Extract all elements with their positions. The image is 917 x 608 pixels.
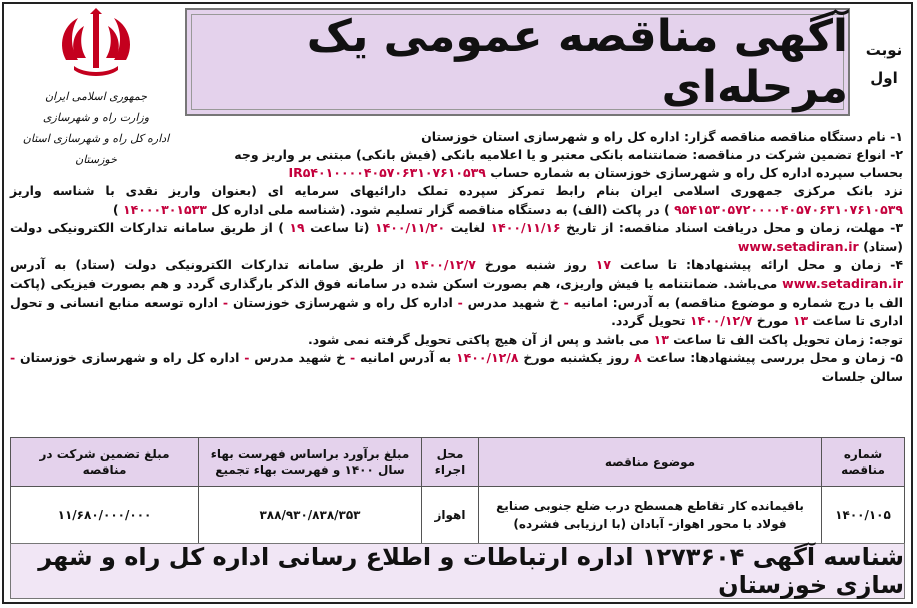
- dash-4: -: [350, 350, 356, 366]
- col-number: شماره مناقصه: [822, 438, 905, 487]
- dash-2: -: [457, 294, 463, 310]
- item-2c: [10, 182, 903, 219]
- item-2a: ۲- انواع تضمین شرکت در مناقصه: ضمانتنامه بانکی معتبر و یا اعلامیه بانکی (فیش بانکی) مبتنی بر واریز وجه: [234, 147, 903, 163]
- item-5: [10, 349, 903, 386]
- dash-1: -: [563, 294, 569, 310]
- org-line-2: وزارت راه و شهرسازی: [42, 111, 150, 124]
- dash-6: -: [10, 350, 16, 366]
- date-1: ۱۴۰۰/۱۱/۱۶: [490, 220, 561, 236]
- cell-estimate: ۳۸۸/۹۳۰/۸۳۸/۳۵۳: [199, 487, 422, 544]
- item-4d: می‌باشد. ضمانتنامه یا فیش واریزی، هم بصورت اسکن شده در سامانه فوق الذکر بارگذاری گردد و هم بصورت فیزیکی (پاکت الف با درج شماره و موضوع مناقصه) به آدرس: امانیه: [10, 275, 903, 310]
- tender-table: [10, 437, 905, 544]
- note-a: توجه: زمان تحویل پاکت الف تا ساعت: [668, 331, 903, 347]
- item-5c: به آدرس امانیه: [355, 350, 456, 366]
- item-2b-text: بحساب سپرده اداره کل راه و شهرسازی خوزستان به شماره حساب: [485, 165, 903, 181]
- item-3b: لغایت: [445, 220, 491, 236]
- cell-number: ۱۴۰۰/۱۰۵: [822, 487, 905, 544]
- cell-guarantee: ۱۱/۶۸۰/۰۰۰/۰۰۰: [11, 487, 199, 544]
- org-line-3: اداره کل راه و شهرسازی استان خوزستان: [22, 132, 170, 166]
- deposit-id: ۹۵۴۱۵۳۰۵۷۲۰۰۰۰۴۰۵۷۰۶۳۱۰۷۶۱۰۵۳۹: [674, 201, 903, 217]
- cell-place: اهواز: [422, 487, 479, 544]
- footer-text: شناسه آگهی ۱۲۷۳۶۰۴ اداره ارتباطات و اطلاع رسانی اداره کل راه و شهر سازی خوزستان: [38, 543, 904, 599]
- table-row: [11, 487, 905, 544]
- round-nobat: نوبت: [865, 41, 903, 59]
- hour-13: ۱۳: [792, 313, 809, 329]
- item-4a: ۴- زمان و محل ارائه پیشنهادها: تا ساعت: [611, 257, 904, 273]
- item-5d: خ شهید مدرس: [249, 350, 350, 366]
- hour-17: ۱۷: [595, 257, 611, 273]
- org-line-1: جمهوری اسلامی ایران: [44, 90, 148, 103]
- website-link-2[interactable]: www.setadiran.ir: [782, 275, 903, 291]
- dash-3: -: [222, 294, 229, 310]
- col-place: محل اجراء: [422, 438, 479, 487]
- hour-8: ۸: [634, 350, 642, 366]
- item-5e: اداره کل راه و شهرسازی خوزستان: [15, 350, 245, 366]
- table-header-row: [11, 438, 905, 487]
- item-4e: خ شهید مدرس: [462, 294, 564, 310]
- footer-banner: [10, 543, 905, 599]
- item-3a: ۳- مهلت، زمان و محل دریافت اسناد مناقصه: از تاریخ: [560, 220, 903, 236]
- note-b: می باشد و پس از آن هیچ پاکتی تحویل گرفته نمی شود.: [307, 331, 654, 347]
- col-estimate: مبلغ برآورد براساس فهرست بهاء سال ۱۴۰۰ و فهرست بهاء تجمیع: [199, 438, 422, 487]
- item-1: ۱- نام دستگاه مناقصه مناقصه گزار: اداره کل راه و شهرسازی استان خوزستان: [421, 129, 903, 144]
- organization-block: [12, 8, 180, 180]
- item-4g: اداره توسعه منابع انسانی و تحول اداری تا ساعت: [10, 294, 903, 329]
- cell-subject: باقیمانده کار تقاطع همسطح درب ضلع جنوبی صنایع فولاد با محور اهواز- آبادان (با ارزیابی فشرده): [479, 487, 822, 544]
- round-label: [858, 36, 910, 92]
- item-2d-text: ) در پاکت (الف) به دستگاه مناقصه گزار تسلیم شود. (شناسه ملی اداره کل: [206, 201, 675, 217]
- item-3: [10, 219, 903, 256]
- item-4b: روز شنبه مورخ: [475, 257, 596, 273]
- item-4f: اداره کل راه و شهرسازی خوزستان: [228, 294, 458, 310]
- item-4h: مورخ: [752, 313, 793, 329]
- iban-1: IR۵۴۰۱۰۰۰۰۴۰۵۷۰۶۳۱۰۷۶۱۰۵۳۹: [288, 165, 486, 181]
- date-3: ۱۴۰۰/۱۲/۷: [413, 257, 476, 273]
- item-4i: تحویل گردد.: [611, 313, 690, 329]
- notice-body-upper: [183, 128, 903, 183]
- dash-5: -: [244, 350, 250, 366]
- title-banner: [185, 8, 850, 116]
- item-2c-text: نزد بانک مرکزی جمهوری اسلامی ایران بنام رابط تمرکز سپرده تملک دارائیهای سرمایه ای (بعنوان واریز نقدی با شناسه واریز: [10, 183, 903, 198]
- item-4c: از طریق سامانه تدارکات الکترونیکی دولت (ستاد) به آدرس: [10, 257, 414, 273]
- item-5f: سالن جلسات: [821, 368, 903, 384]
- item-5a: ۵- زمان و محل بررسی پیشنهادها: ساعت: [641, 350, 903, 366]
- col-subject: موضوع مناقصه: [479, 438, 822, 487]
- iran-emblem-icon: [56, 8, 136, 86]
- item-5b: روز یکشنبه مورخ: [518, 350, 635, 366]
- hour-19: ۱۹: [289, 220, 305, 236]
- national-id: ۱۴۰۰۰۳۰۱۵۳۳: [122, 201, 207, 217]
- item-3d: ) از طریق سامانه تدارکات الکترونیکی دولت (ستاد): [10, 220, 903, 254]
- website-link-1[interactable]: www.setadiran.ir: [737, 238, 859, 254]
- item-3c: (تا ساعت: [304, 220, 375, 236]
- note-hour: ۱۳: [653, 331, 669, 347]
- date-5: ۱۴۰۰/۱۲/۸: [455, 350, 519, 366]
- note: [10, 331, 903, 350]
- round-aval: اول: [870, 69, 898, 87]
- date-2: ۱۴۰۰/۱۱/۲۰: [375, 220, 446, 236]
- item-4: [10, 256, 903, 330]
- date-4: ۱۴۰۰/۱۲/۷: [689, 313, 753, 329]
- page-title: آگهی مناقصه عمومی یک مرحله‌ای: [306, 11, 848, 113]
- item-2b: [183, 164, 903, 182]
- notice-body-lower: [10, 182, 903, 387]
- col-guarantee: مبلغ تضمین شرکت در مناقصه: [11, 438, 199, 487]
- item-2e-text: ): [112, 201, 123, 217]
